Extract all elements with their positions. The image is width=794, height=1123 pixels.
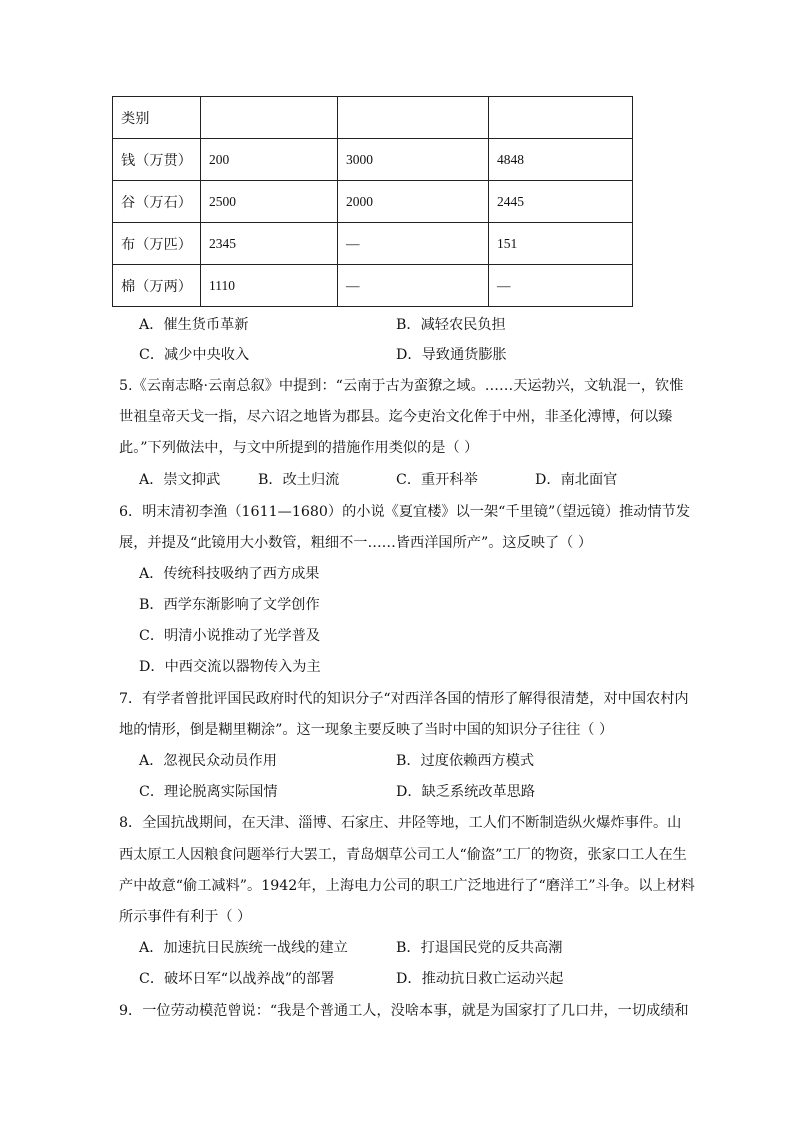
table-row bbox=[113, 181, 633, 223]
q5-option-d[interactable]: D．南北面官 bbox=[535, 472, 618, 488]
q6-option-c[interactable]: C．明清小说推动了光学普及 bbox=[139, 628, 321, 644]
q5-stem-line: 5.《云南志略·云南总叙》中提到：“云南于古为蛮獠之域。……天运勃兴，文轨混一，钦惟 bbox=[119, 378, 684, 394]
table-cell: 1110 bbox=[201, 265, 338, 307]
q8-option-d[interactable]: D．推动抗日救亡运动兴起 bbox=[396, 971, 564, 987]
q4-option-a[interactable]: A．催生货币革新 bbox=[139, 317, 249, 333]
q7-option-c[interactable]: C．理论脱离实际国情 bbox=[139, 784, 278, 800]
table-cell: — bbox=[489, 265, 633, 307]
table-cell: 4848 bbox=[489, 139, 633, 181]
row-label: 类别 bbox=[113, 97, 201, 139]
table-cell: 3000 bbox=[338, 139, 489, 181]
q4-option-b[interactable]: B．减轻农民负担 bbox=[396, 317, 506, 333]
q7-stem-line: 7．有学者曾批评国民政府时代的知识分子“对西洋各国的情形了解得很清楚，对中国农村内 bbox=[119, 691, 689, 707]
table-cell: 200 bbox=[201, 139, 338, 181]
q8-option-c[interactable]: C．破坏日军“以战养战”的部署 bbox=[139, 971, 335, 987]
table-cell bbox=[489, 97, 633, 139]
q5-option-c[interactable]: C．重开科举 bbox=[396, 472, 478, 488]
q7-stem-line: 地的情形，倒是糊里糊涂”。这一现象主要反映了当时中国的知识分子往往（ ） bbox=[119, 722, 614, 738]
table-cell: 2000 bbox=[338, 181, 489, 223]
q7-option-b[interactable]: B．过度依赖西方模式 bbox=[396, 753, 535, 769]
q6-stem-line: 6．明末清初李渔（1611—1680）的小说《夏宜楼》以一架“千里镜”（望远镜）推动情节发 bbox=[119, 504, 691, 520]
q6-option-a[interactable]: A．传统科技吸纳了西方成果 bbox=[139, 566, 320, 582]
table-row bbox=[113, 139, 633, 181]
q4-option-d[interactable]: D．导致通货膨胀 bbox=[396, 347, 507, 363]
q6-stem-line: 展，并提及“此镜用大小数管，粗细不一……皆西洋国所产”。这反映了（ ） bbox=[119, 535, 593, 551]
q5-stem-line: 世祖皇帝天戈一指，尽六诏之地皆为郡县。迄今吏治文化侔于中州，非圣化溥博，何以臻 bbox=[119, 409, 673, 425]
q7-option-a[interactable]: A．忽视民众动员作用 bbox=[139, 753, 277, 769]
table-cell: 151 bbox=[489, 223, 633, 265]
row-label: 棉（万两） bbox=[113, 265, 201, 307]
row-label: 谷（万石） bbox=[113, 181, 201, 223]
q7-option-d[interactable]: D．缺乏系统改革思路 bbox=[396, 784, 536, 800]
table-cell: — bbox=[338, 223, 489, 265]
table-cell bbox=[338, 97, 489, 139]
q9-stem-line: 9．一位劳动模范曾说：“我是个普通工人，没啥本事，就是为国家打了几口井，一切成绩和 bbox=[119, 1003, 689, 1019]
q4-option-c[interactable]: C．减少中央收入 bbox=[139, 347, 250, 363]
statistics-table bbox=[112, 96, 633, 307]
row-label: 钱（万贯） bbox=[113, 139, 201, 181]
table-cell: 2345 bbox=[201, 223, 338, 265]
q8-option-b[interactable]: B．打退国民党的反共高潮 bbox=[396, 940, 563, 956]
table-row bbox=[113, 223, 633, 265]
row-label: 布（万匹） bbox=[113, 223, 201, 265]
q8-option-a[interactable]: A．加速抗日民族统一战线的建立 bbox=[139, 940, 348, 956]
table-cell bbox=[201, 97, 338, 139]
q5-option-b[interactable]: B．改土归流 bbox=[258, 472, 340, 488]
table-cell: 2500 bbox=[201, 181, 338, 223]
q6-option-d[interactable]: D．中西交流以器物传入为主 bbox=[139, 659, 321, 675]
table-cell: 2445 bbox=[489, 181, 633, 223]
q8-stem-line: 8．全国抗战期间，在天津、淄博、石家庄、井陉等地，工人们不断制造纵火爆炸事件。山 bbox=[119, 815, 682, 831]
q5-stem-line: 此。”下列做法中，与文中所提到的措施作用类似的是（ ） bbox=[119, 440, 479, 456]
q8-stem-line: 西太原工人因粮食问题举行大罢工，青岛烟草公司工人“偷盗”工厂的物资，张家口工人在生 bbox=[119, 847, 687, 863]
table-cell: — bbox=[338, 265, 489, 307]
q5-option-a[interactable]: A．崇文抑武 bbox=[139, 472, 221, 488]
q8-stem-line: 产中故意“偷工减料”。1942年，上海电力公司的职工广泛地进行了“磨洋工”斗争。以上材料 bbox=[119, 878, 695, 894]
table-row bbox=[113, 97, 633, 139]
q6-option-b[interactable]: B．西学东渐影响了文学创作 bbox=[139, 597, 320, 613]
table-row bbox=[113, 265, 633, 307]
q8-stem-line: 所示事件有利于（ ） bbox=[119, 909, 252, 925]
